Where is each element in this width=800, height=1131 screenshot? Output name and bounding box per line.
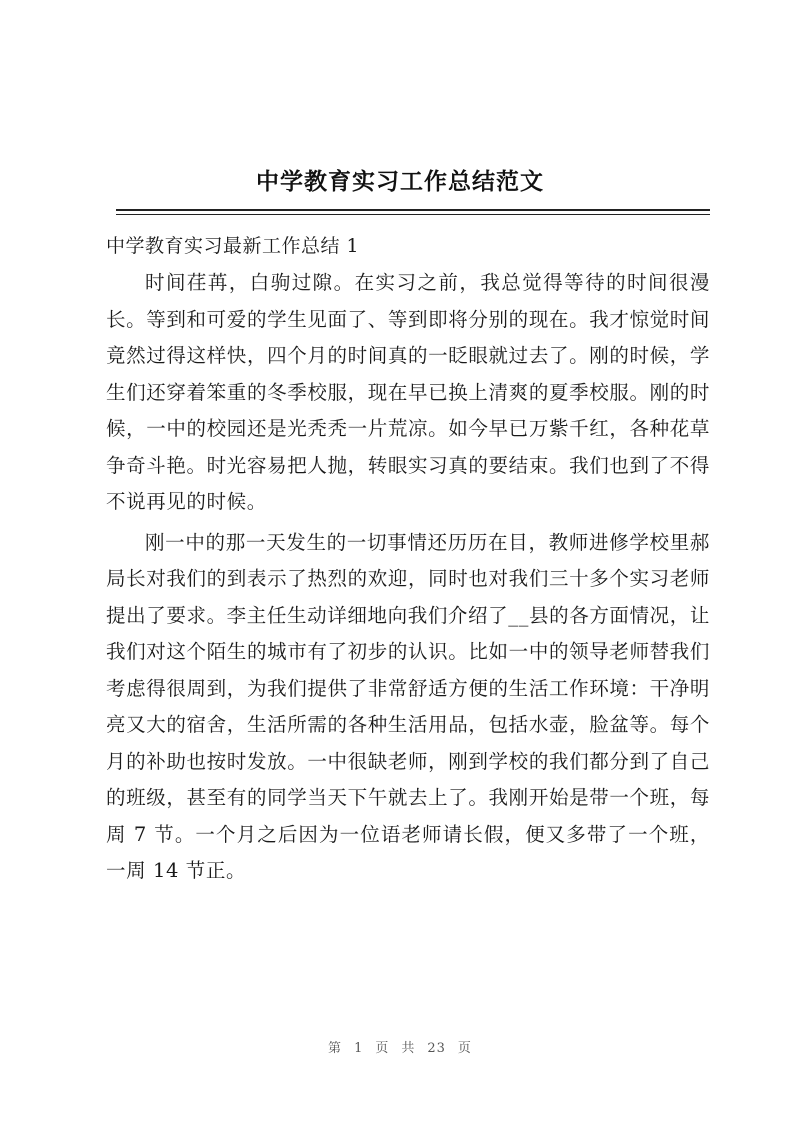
footer-label-page-unit: 页: [375, 1041, 390, 1056]
footer-label-total-unit: 页: [457, 1041, 472, 1056]
section-heading: 中学教育实习最新工作总结 1: [106, 235, 360, 257]
title-divider: [116, 209, 710, 211]
document-title: 中学教育实习工作总结范文: [256, 169, 544, 195]
paragraph-2: 刚一中的那一天发生的一切事情还历历在目，教师进修学校里郝局长对我们的到表示了热烈的欢迎，同时也对我们三十多个实习老师提出了要求。李主任生动详细地向我们介绍了__县的各方面情况，让我们对这个陌生的城市有了初步的认识。比如一中的领导老师替我们考虑得很周到，为我们提供了非常舒适方便的生活工作环境：干净明亮又大的宿舍，生活所需的各种生活用品，包括水壶，脸盆等。每个月的补助也按时发放。一中很缺老师，刚到学校的我们都分到了自己的班级，甚至有的同学当天下午就去上了。我刚开始是带一个班，每周 7 节。一个月之后因为一位语老师请长假，便又多带了一个班，一周 14 节正。: [106, 530, 710, 882]
page-footer: [0, 1037, 800, 1056]
footer-label-page: 第: [328, 1041, 343, 1056]
footer-label-total: 共: [401, 1041, 416, 1056]
title-divider-thin: [116, 214, 710, 215]
document-body: [106, 228, 710, 890]
paragraph-1: 时间荏苒，白驹过隙。在实习之前，我总觉得等待的时间很漫长。等到和可爱的学生见面了、等到即将分别的现在。我才惊觉时间竟然过得这样快，四个月的时间真的一眨眼就过去了。刚的时候，学生们还穿着笨重的冬季校服，现在早已换上清爽的夏季校服。刚的时候，一中的校园还是光秃秃一片荒凉。如今早已万紫千红，各种花草争奇斗艳。时光容易把人抛，转眼实习真的要结束。我们也到了不得不说再见的时候。: [106, 271, 710, 513]
footer-current-page: 1: [354, 1041, 364, 1056]
footer-total-pages: 23: [427, 1041, 446, 1056]
